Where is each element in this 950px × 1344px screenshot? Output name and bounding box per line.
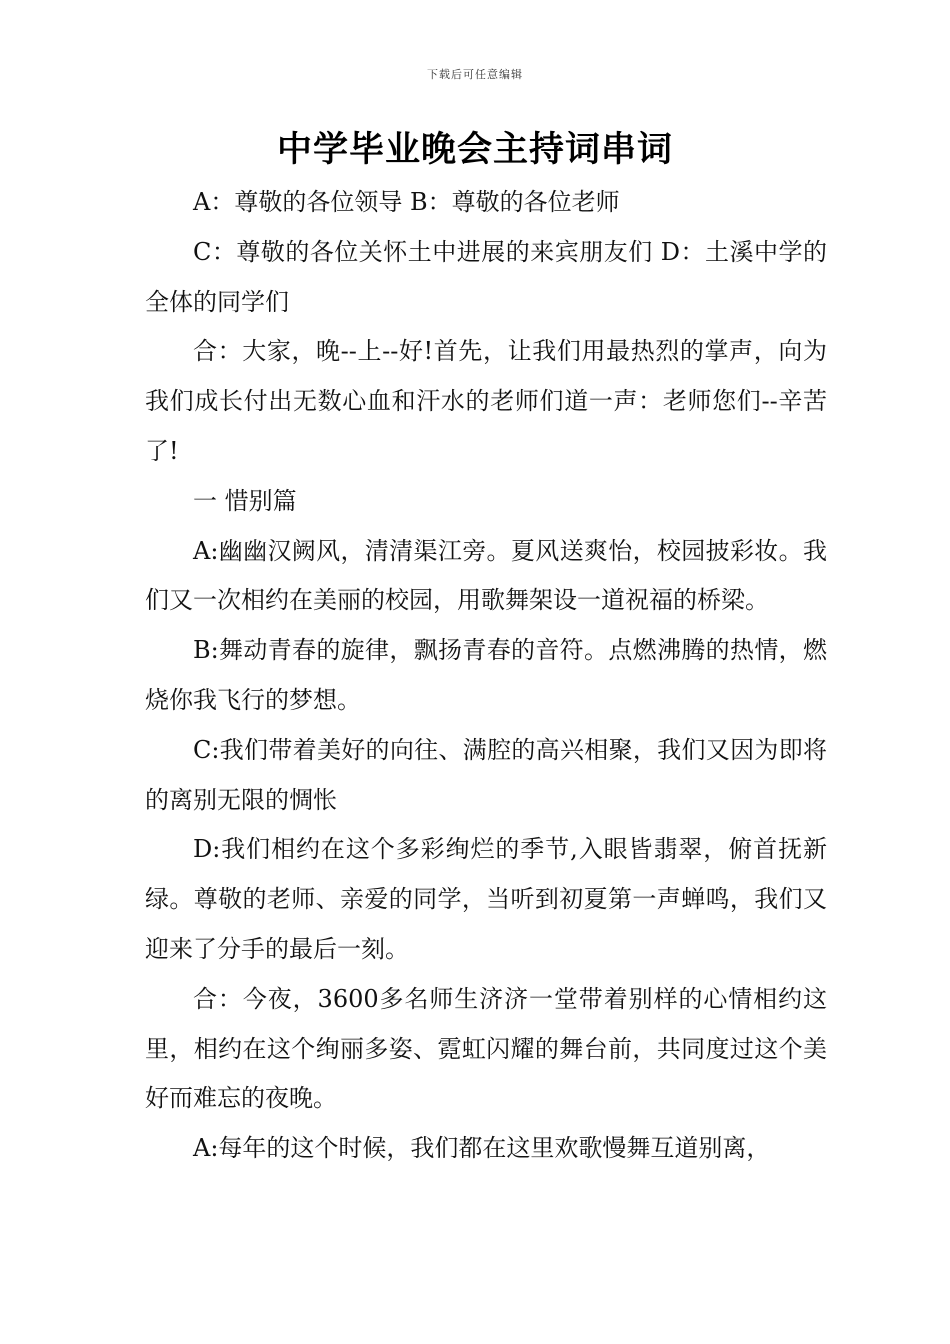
paragraph-greeting-ab: A：尊敬的各位领导 B：尊敬的各位老师	[193, 188, 620, 216]
paragraph-greeting-cd: C：尊敬的各位关怀土中进展的来宾朋友们 D：土溪中学的全体的同学们	[145, 237, 827, 316]
paragraph-a-2: A:每年的这个时候，我们都在这里欢歌慢舞互道别离，	[193, 1134, 771, 1163]
document-body	[145, 178, 827, 1174]
document-title: 中学毕业晚会主持词串词	[276, 130, 673, 170]
paragraph-all-1: 合：今夜，3600多名师生济济一堂带着别样的心情相约这里，相约在这个绚丽多姿、霓虹闪耀的舞台前，共同度过这个美好而难忘的夜晚。	[145, 984, 827, 1113]
section-heading: 一 惜别篇	[193, 486, 297, 515]
paragraph-a-1: A:幽幽汉阙风，清清渠江旁。夏风送爽怡，校园披彩妆。我们又一次相约在美丽的校园，用歌舞架设一道祝福的桥梁。	[145, 536, 827, 615]
paragraph-c-1: C:我们带着美好的向往、满腔的高兴相聚，我们又因为即将的离别无限的惆怅	[145, 735, 827, 814]
paragraph-greeting-all: 合：大家，晚--上--好!首先，让我们用最热烈的掌声，向为我们成长付出无数心血和汗水的老师们道一声：老师您们--辛苦了!	[145, 337, 827, 465]
paragraph-b-1: B:舞动青春的旋律，飘扬青春的音符。点燃沸腾的热情，燃烧你我飞行的梦想。	[145, 636, 827, 714]
header-note: 下载后可任意编辑	[427, 68, 523, 81]
paragraph-d-1: D:我们相约在这个多彩绚烂的季节,入眼皆翡翠，俯首抚新绿。尊敬的老师、亲爱的同学，当听到初夏第一声蝉鸣，我们又迎来了分手的最后一刻。	[145, 835, 827, 963]
